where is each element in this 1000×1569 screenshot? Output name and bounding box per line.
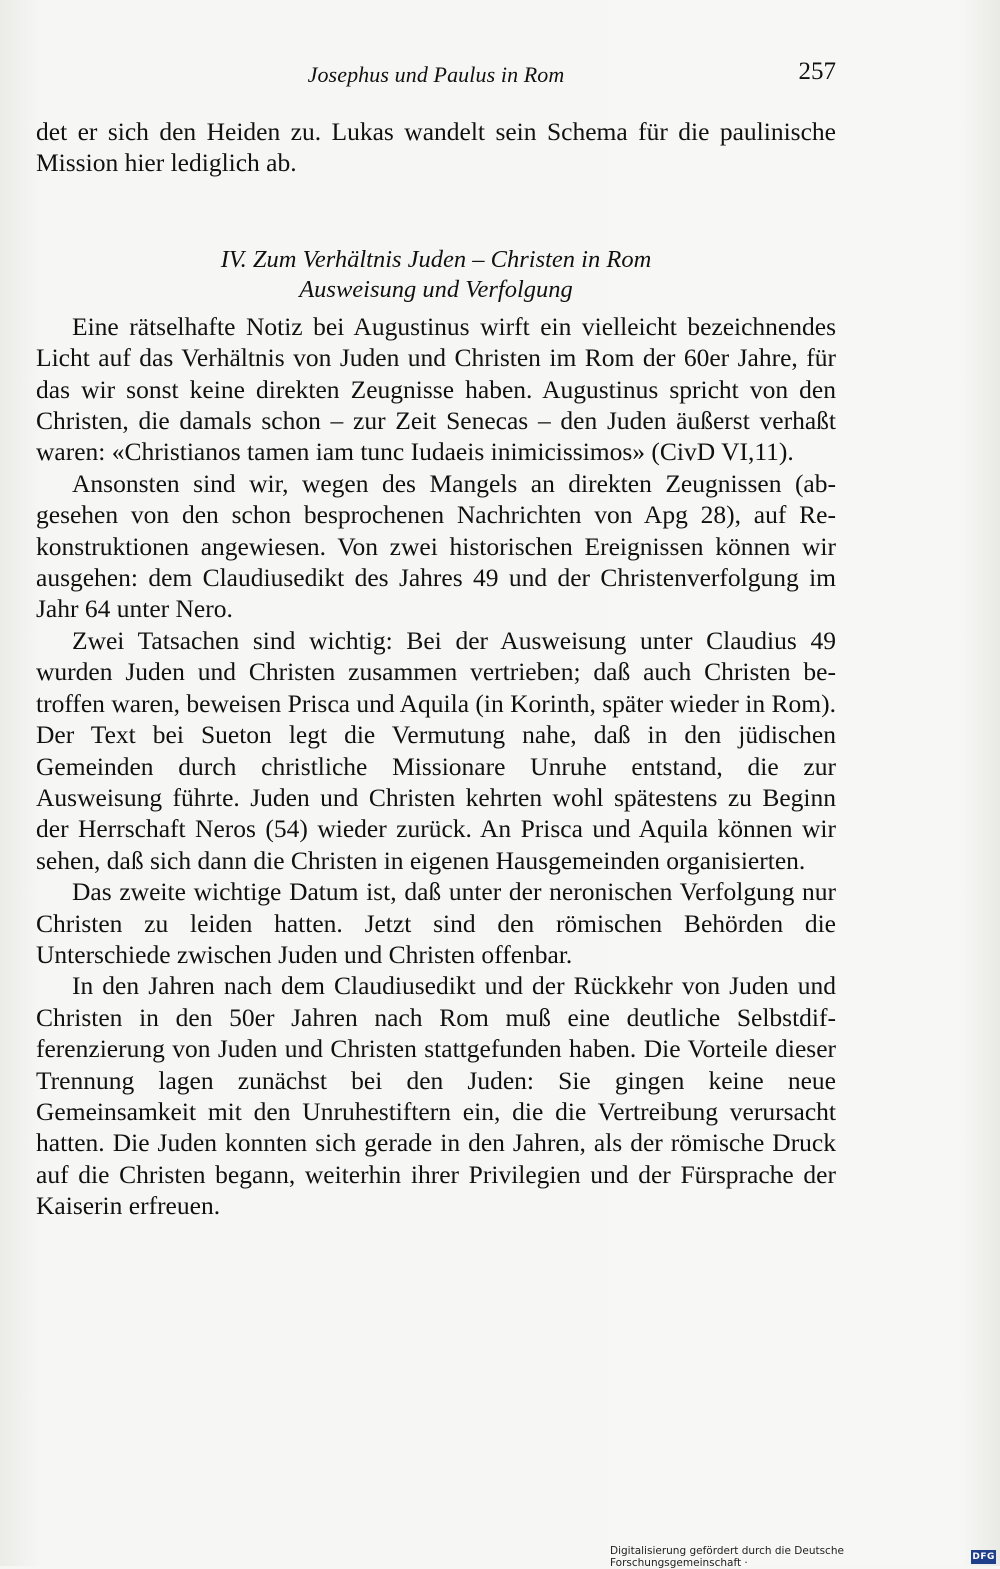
section-heading [36, 245, 836, 305]
paragraph: Eine rätselhafte Notiz bei Augustinus wirft ein vielleicht bezeichnendes Licht auf das Verhältnis von Juden und Christen im Rom der 60er Jahre, für das wir sonst keine direkten Zeugnisse haben. Augustinus spricht von den Christen, die damals schon – zur Zeit Senecas – den Juden äußerst verhaßt waren: «Christianos tamen iam tunc Iudaeis inimicissimos» (CivD VI,11). [36, 311, 836, 467]
paragraph: Das zweite wichtige Datum ist, daß unter der neronischen Verfolgung nur Christen zu leiden hatten. Jetzt sind den römischen Behörden die Unterschiede zwischen Juden und Christen offenbar. [36, 877, 836, 969]
section-heading-title: IV. Zum Verhältnis Juden – Christen in Rom [220, 245, 652, 273]
running-head [36, 58, 836, 98]
paragraph: Zwei Tatsachen sind wichtig: Bei der Ausweisung unter Claudius 49 wurden Juden und Christen zusammen vertrieben; daß auch Christen betroffen waren, beweisen Prisca und Aquila (in Korinth, später wieder in Rom). Der Text bei Sueton legt die Vermutung nahe, daß in den jüdischen Gemeinden durch christliche Missionare Unruhe entstand, die zur Ausweisung führte. Juden und Christen kehrten wohl spätestens zu Beginn der Herrschaft Neros (54) wieder zurück. An Prisca und Aquila können wir sehen, daß sich dann die Christen in eigenen Hausgemeinden organisierten. [36, 625, 836, 875]
page-number: 257 [798, 58, 836, 85]
section-heading-subtitle: Ausweisung und Verfolgung [299, 275, 573, 303]
digitization-footer [610, 1544, 1000, 1569]
running-title: Josephus und Paulus in Rom [307, 62, 565, 87]
body-text [36, 116, 836, 1222]
footer-text: Digitalisierung gefördert durch die Deutsche Forschungsgemeinschaft · [610, 1544, 844, 1569]
paragraph: In den Jahren nach dem Claudiusedikt und der Rückkehr von Juden und Christen in den 50er Jahren nach Rom muß eine deutliche Selbstdifferenzierung von Juden und Christen stattgefunden haben. Die Vorteile dieser Trennung lagen zunächst bei den Juden: Sie gingen keine neue Gemeinsamkeit mit den Unruhestiftern ein, die die Vertreibung verursacht hatten. Die Juden konnten sich gerade in den Jahren, als der römische Druck auf die Christen begann, weiterhin ihrer Privilegien und der Fürsprache der Kaiserin erfreuen. [36, 971, 836, 1221]
paragraph-continuation: det er sich den Heiden zu. Lukas wandelt sein Schema für die paulinische Mission hier lediglich ab. [36, 117, 836, 178]
dfg-logo: DFG [972, 1551, 995, 1562]
paragraph: Ansonsten sind wir, wegen des Mangels an direkten Zeugnissen (abgesehen von den schon besprochenen Nachrichten von Apg 28), auf Rekonstruktionen angewiesen. Von zwei historischen Ereignissen können wir ausgehen: dem Claudiusedikt des Jahres 49 und der Christenverfolgung im Jahr 64 unter Nero. [36, 468, 836, 624]
